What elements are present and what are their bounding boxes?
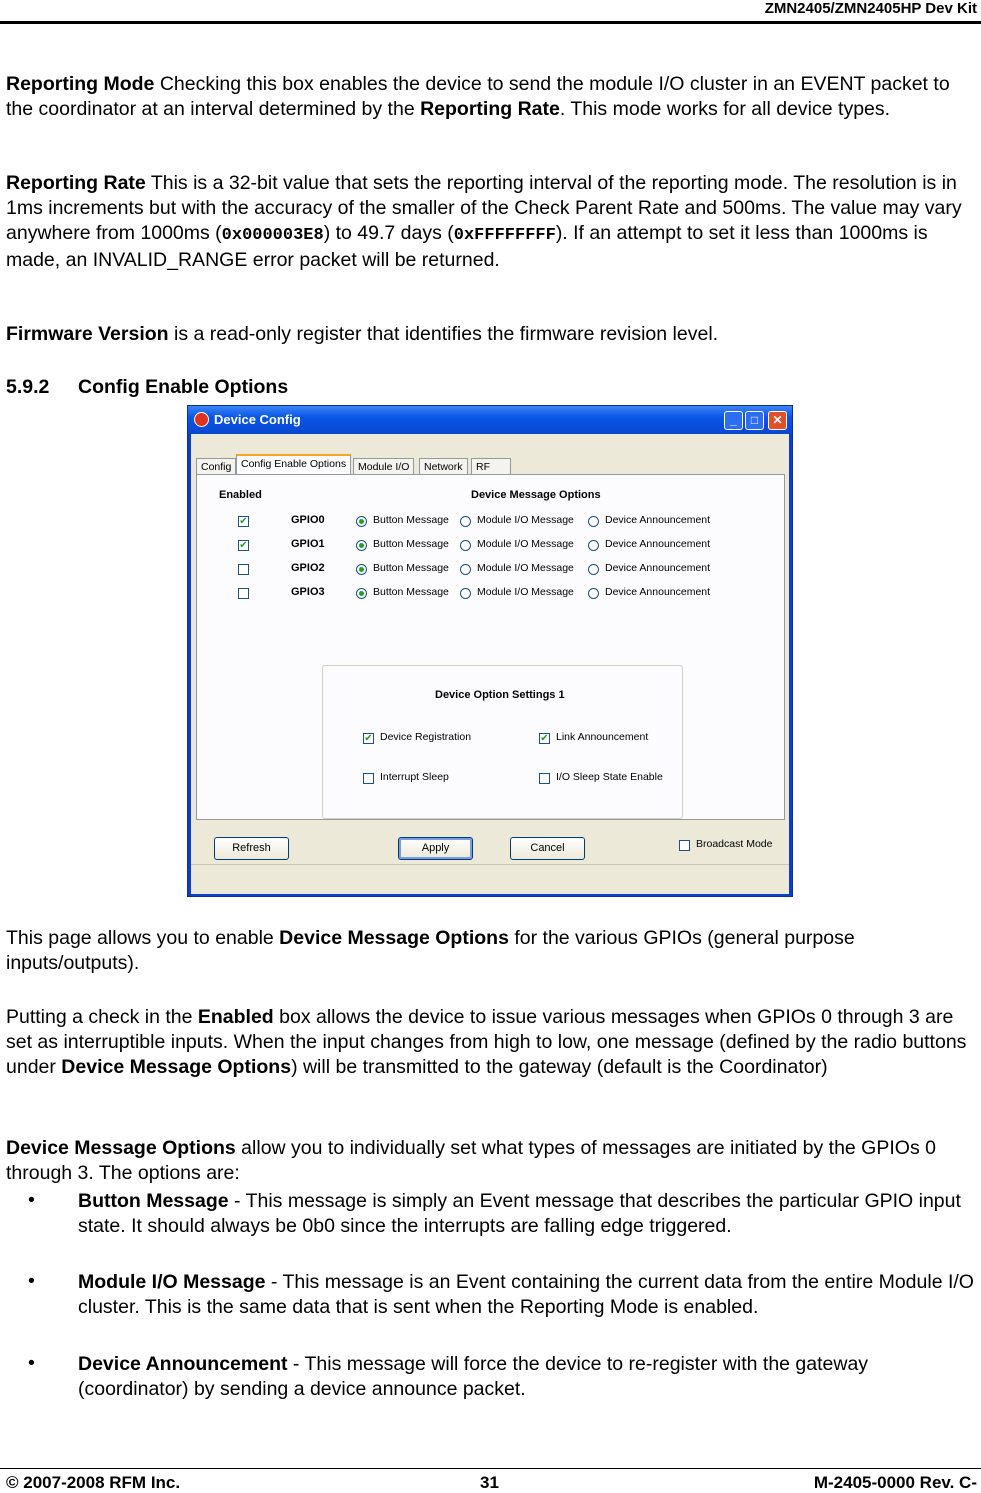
term: Reporting Rate — [420, 98, 560, 120]
term: Reporting Mode — [6, 73, 155, 95]
header-rule — [0, 21, 981, 24]
text: - This message is simply an Event message that describes the particular GPIO input state. It should always be 0b0 since the interrupts are falling edge triggered. — [78, 1190, 961, 1237]
status-bar-divider — [191, 864, 789, 865]
io-sleep-state-enable-checkbox[interactable] — [539, 773, 550, 784]
radio-label: Device Announcement — [605, 586, 711, 598]
firmware-version-paragraph — [6, 322, 976, 347]
radio-label: Device Announcement — [605, 514, 711, 526]
term: Module I/O Message — [78, 1271, 266, 1293]
device-message-options-header: Device Message Options — [471, 489, 601, 501]
gpio0-button-message-radio[interactable] — [356, 516, 367, 527]
text: Checking this box enables the device to send the module I/O cluster in an EVENT packet to the coordinator at an interval determined by the — [6, 73, 950, 120]
text: box allows the device to issue various messages when GPIOs 0 through 3 are set as interruptible inputs. When the input changes from high to low, one message (defined by the radio buttons under — [6, 1006, 967, 1078]
minimize-icon[interactable]: _ — [724, 411, 743, 430]
gpio2-module-io-radio[interactable] — [460, 564, 471, 575]
device-config-window — [187, 405, 793, 897]
tab-module-io[interactable]: Module I/O — [353, 458, 414, 476]
body-paragraph-1 — [6, 926, 976, 976]
text: is a read-only register that identifies the firmware revision level. — [168, 323, 719, 345]
interrupt-sleep-checkbox[interactable] — [363, 773, 374, 784]
tab-config-enable-options[interactable]: Config Enable Options — [236, 454, 351, 477]
bullet-symbol: • — [28, 1270, 35, 1292]
radio-label: Module I/O Message — [477, 562, 574, 574]
app-icon — [194, 412, 209, 427]
device-option-settings-group — [322, 665, 683, 819]
tab-config[interactable]: Config — [196, 458, 236, 476]
gpio-label: GPIO3 — [291, 586, 325, 598]
term: Firmware Version — [6, 323, 169, 345]
device-registration-label: Device Registration — [380, 731, 472, 743]
list-item — [78, 1189, 974, 1239]
term: Device Message Options — [6, 1137, 236, 1159]
radio-label: Button Message — [373, 514, 449, 526]
footer-copyright: © 2007-2008 RFM Inc. — [6, 1473, 181, 1492]
close-icon[interactable]: ✕ — [768, 411, 787, 430]
radio-label: Button Message — [373, 586, 449, 598]
window-title: Device Config — [214, 412, 301, 427]
term: Device Announcement — [78, 1353, 288, 1375]
text: allow you to individually set what types of messages are initiated by the GPIOs 0 through 3. The options are: — [6, 1137, 936, 1184]
text: for the various GPIOs (general purpose inputs/outputs). — [6, 927, 855, 974]
tab-network[interactable]: Network — [419, 458, 468, 476]
list-item — [78, 1270, 974, 1320]
text: ) to 49.7 days ( — [323, 222, 454, 244]
apply-button[interactable]: Apply — [398, 837, 473, 860]
radio-label: Module I/O Message — [477, 586, 574, 598]
bullet-symbol: • — [28, 1189, 35, 1211]
term: Device Message Options — [279, 927, 509, 949]
radio-label: Button Message — [373, 538, 449, 550]
gpio-label: GPIO1 — [291, 538, 325, 550]
text: ) will be transmitted to the gateway (default is the Coordinator) — [291, 1056, 828, 1078]
reporting-mode-paragraph — [6, 72, 976, 122]
gpio1-enabled-checkbox[interactable]: ✔ — [239, 540, 248, 551]
gpio3-module-io-radio[interactable] — [460, 588, 471, 599]
document-number: M-2405-0000 Rev. C- — [813, 1473, 977, 1492]
hex-value: 0xFFFFFFFF — [453, 226, 556, 245]
gpio2-device-announcement-radio[interactable] — [588, 564, 599, 575]
page-number: 31 — [480, 1473, 499, 1492]
window-client — [191, 434, 789, 894]
radio-label: Device Announcement — [605, 538, 711, 550]
section-heading — [6, 376, 288, 399]
broadcast-mode-checkbox[interactable] — [679, 840, 690, 851]
io-sleep-state-enable-label: I/O Sleep State Enable — [556, 771, 663, 783]
text: - This message will force the device to re-register with the gateway (coordinator) by sending a device announce packet. — [78, 1353, 869, 1400]
link-announcement-label: Link Announcement — [556, 731, 649, 743]
group-title: Device Option Settings 1 — [435, 689, 565, 701]
gpio3-enabled-checkbox[interactable] — [238, 588, 249, 599]
section-number: 5.9.2 — [6, 376, 50, 398]
gpio0-device-announcement-radio[interactable] — [588, 516, 599, 527]
gpio2-enabled-checkbox[interactable] — [238, 564, 249, 575]
text: - This message is an Event containing the current data from the entire Module I/O cluster. This is the same data that is sent when the Reporting Mode is enabled. — [78, 1271, 974, 1318]
reporting-rate-paragraph — [6, 171, 976, 273]
gpio-label: GPIO0 — [291, 514, 325, 526]
running-header: ZMN2405/ZMN2405HP Dev Kit — [764, 0, 977, 17]
tab-rf[interactable]: RF — [471, 458, 511, 476]
interrupt-sleep-label: Interrupt Sleep — [380, 771, 449, 783]
text: . This mode works for all device types. — [559, 98, 891, 120]
body-paragraph-3 — [6, 1136, 976, 1186]
section-title: Config Enable Options — [78, 376, 289, 398]
maximize-icon[interactable]: □ — [745, 411, 764, 430]
config-enable-panel — [196, 474, 785, 820]
text: This page allows you to enable — [6, 927, 280, 949]
text: ). If an attempt to set it less than 1000ms is made, an INVALID_RANGE error packet will be returned. — [6, 222, 928, 271]
enabled-header: Enabled — [219, 489, 262, 501]
refresh-button[interactable]: Refresh — [214, 837, 289, 860]
gpio2-button-message-radio[interactable] — [356, 564, 367, 575]
text: This is a 32-bit value that sets the reporting interval of the reporting mode. The resolution is in 1ms increments but with the accuracy of the smaller of the Check Parent Rate and 500ms. The value may vary anywhere from 1000ms ( — [6, 172, 962, 244]
broadcast-mode-label: Broadcast Mode — [696, 838, 773, 850]
term: Reporting Rate — [6, 172, 146, 194]
device-registration-checkbox[interactable]: ✔ — [364, 733, 373, 744]
term: Button Message — [78, 1190, 229, 1212]
cancel-button[interactable]: Cancel — [510, 837, 585, 860]
gpio3-button-message-radio[interactable] — [356, 588, 367, 599]
gpio1-button-message-radio[interactable] — [356, 540, 367, 551]
gpio0-module-io-radio[interactable] — [460, 516, 471, 527]
footer-rule — [0, 1468, 981, 1469]
bullet-symbol: • — [28, 1352, 35, 1374]
gpio1-device-announcement-radio[interactable] — [588, 540, 599, 551]
text: Putting a check in the — [6, 1006, 198, 1028]
body-paragraph-2 — [6, 1005, 976, 1080]
title-bar — [188, 406, 792, 434]
list-item — [78, 1352, 974, 1402]
gpio0-enabled-checkbox[interactable]: ✔ — [239, 516, 248, 527]
term: Enabled — [197, 1006, 274, 1028]
link-announcement-checkbox[interactable]: ✔ — [540, 733, 549, 744]
hex-value: 0x000003E8 — [221, 226, 324, 245]
gpio3-device-announcement-radio[interactable] — [588, 588, 599, 599]
gpio1-module-io-radio[interactable] — [460, 540, 471, 551]
radio-label: Module I/O Message — [477, 514, 574, 526]
radio-label: Device Announcement — [605, 562, 711, 574]
term: Device Message Options — [61, 1056, 292, 1078]
radio-label: Module I/O Message — [477, 538, 574, 550]
radio-label: Button Message — [373, 562, 449, 574]
gpio-label: GPIO2 — [291, 562, 325, 574]
